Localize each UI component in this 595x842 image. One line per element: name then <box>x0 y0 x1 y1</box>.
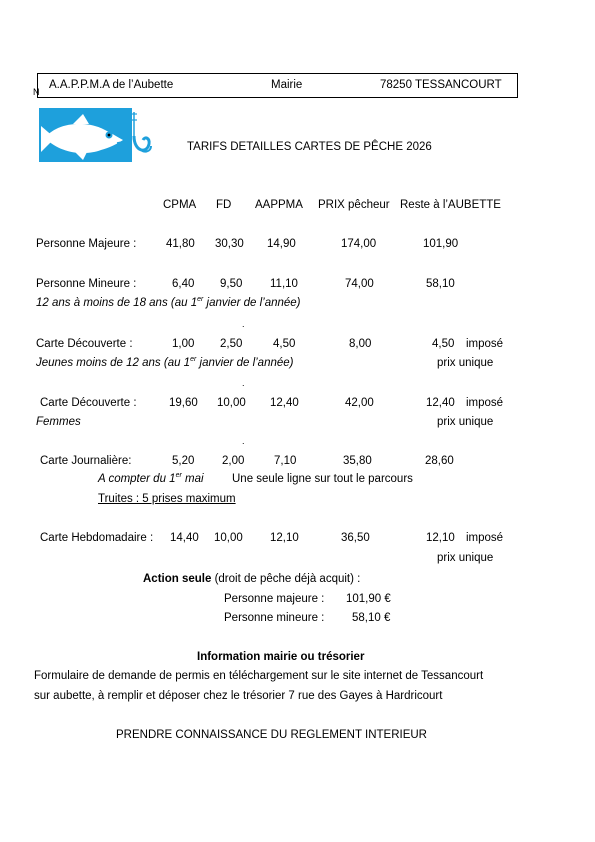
cell-aappma: 12,40 <box>270 397 299 409</box>
cell-reste: 28,60 <box>425 455 454 467</box>
row-journaliere-note2: Une seule ligne sur tout le parcours <box>232 473 413 485</box>
fish-hook-logo-icon <box>39 108 159 162</box>
cell-prix: 36,50 <box>341 532 370 544</box>
cell-reste: 4,50 <box>432 338 455 350</box>
info-line-2: sur aubette, à remplir et déposer chez le trésorier 7 rue des Gayes à Hardricourt <box>34 690 443 702</box>
cell-reste: 12,40 <box>426 397 455 409</box>
cell-fd: 9,50 <box>220 278 243 290</box>
col-cpma: CPMA <box>163 199 197 211</box>
row-mineure-label: Personne Mineure : <box>36 278 137 290</box>
row-journaliere-note: A compter du 1er mai <box>98 472 204 485</box>
row-hebdomadaire-label: Carte Hebdomadaire : <box>40 532 154 544</box>
cell-prix: 8,00 <box>349 338 372 350</box>
col-aappma: AAPPMA <box>255 199 303 211</box>
row-majeure-label: Personne Majeure : <box>36 238 137 250</box>
prix-unique-label: prix unique <box>437 357 494 369</box>
action-mineure-label: Personne mineure : <box>224 612 325 624</box>
prix-unique-label: prix unique <box>437 416 494 428</box>
impose-label: imposé <box>466 532 504 544</box>
cell-fd: 30,30 <box>215 238 244 250</box>
cell-fd: 2,00 <box>222 455 245 467</box>
cell-aappma: 12,10 <box>270 532 299 544</box>
cell-fd: 10,00 <box>217 397 246 409</box>
action-majeure-value: 101,90 € <box>346 593 391 605</box>
cell-aappma: 4,50 <box>273 338 296 350</box>
impose-label: imposé <box>466 397 504 409</box>
dot: . <box>242 436 245 446</box>
action-title: Action seule (droit de pêche déjà acquit) : <box>143 573 361 585</box>
impose-label: imposé <box>466 338 504 350</box>
row-mineure-note: 12 ans à moins de 18 ans (au 1er janvier de l’année) <box>36 296 301 309</box>
row-decouverte-jeunes-label: Carte Découverte : <box>36 338 133 350</box>
header-mairie: Mairie <box>271 79 303 91</box>
cell-aappma: 7,10 <box>274 455 297 467</box>
row-decouverte-femmes-note: Femmes <box>36 416 81 428</box>
col-fd: FD <box>216 199 232 211</box>
cell-cpma: 1,00 <box>172 338 195 350</box>
cell-reste: 101,90 <box>423 238 459 250</box>
cell-aappma: 14,90 <box>267 238 296 250</box>
cell-fd: 2,50 <box>220 338 243 350</box>
row-decouverte-femmes-label: Carte Découverte : <box>40 397 137 409</box>
header-address: 78250 TESSANCOURT <box>380 79 502 91</box>
row-decouverte-jeunes-note: Jeunes moins de 12 ans (au 1er janvier de l’année) <box>36 356 294 369</box>
cell-aappma: 11,10 <box>270 278 298 290</box>
cell-cpma: 41,80 <box>166 238 195 250</box>
cell-cpma: 19,60 <box>169 397 198 409</box>
cell-cpma: 6,40 <box>172 278 195 290</box>
reglement-notice: PRENDRE CONNAISSANCE DU REGLEMENT INTERIEUR <box>116 729 427 741</box>
cell-cpma: 5,20 <box>172 455 195 467</box>
action-majeure-label: Personne majeure : <box>224 593 325 605</box>
row-journaliere-label: Carte Journalière: <box>40 455 132 467</box>
cell-cpma: 14,40 <box>170 532 199 544</box>
header-org: A.A.P.P.M.A de l’Aubette <box>49 79 174 91</box>
info-title: Information mairie ou trésorier <box>197 651 365 663</box>
action-mineure-value: 58,10 € <box>352 612 391 624</box>
stray-mark: N <box>33 87 40 97</box>
info-line-1: Formulaire de demande de permis en téléchargement sur le site internet de Tessancourt <box>34 670 484 682</box>
cell-prix: 174,00 <box>341 238 377 250</box>
cell-fd: 10,00 <box>214 532 243 544</box>
dot: . <box>242 319 245 329</box>
col-prix: PRIX pêcheur <box>318 199 390 211</box>
col-reste: Reste à l’AUBETTE <box>400 199 501 211</box>
cell-reste: 58,10 <box>426 278 455 290</box>
cell-prix: 35,80 <box>343 455 372 467</box>
truites-note: Truites : 5 prises maximum <box>98 493 236 505</box>
cell-prix: 74,00 <box>345 278 374 290</box>
dot: . <box>242 378 245 388</box>
prix-unique-label: prix unique <box>437 552 494 564</box>
page-title: TARIFS DETAILLES CARTES DE PÊCHE 2026 <box>187 141 432 153</box>
cell-reste: 12,10 <box>426 532 455 544</box>
cell-prix: 42,00 <box>345 397 374 409</box>
